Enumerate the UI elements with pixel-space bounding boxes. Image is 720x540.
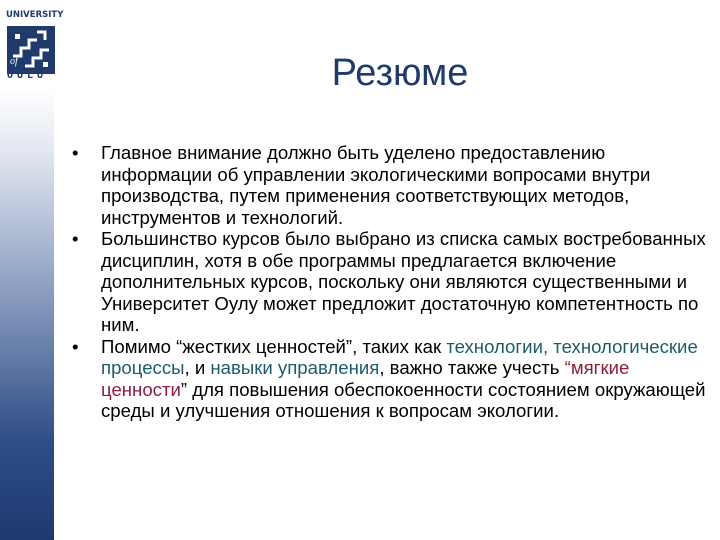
bullet-3-part-5: , важно также учесть [379, 357, 565, 378]
bullet-3-part-1: Помимо “жестких ценностей”, таких как [101, 335, 447, 357]
side-gradient-band [0, 88, 54, 540]
logo-oulu-text: OULU [7, 70, 48, 81]
logo-university-text: UNIVERSITY [6, 10, 64, 20]
highlight-management-skills: навыки управления [210, 357, 380, 378]
bullet-list [72, 142, 712, 422]
bullet-text-1: Главное внимание должно быть уделено предоставлению информации об управлении экологическими вопросами внутри производства, путем применения соответствующих методов, инструментов и технологий. [101, 142, 651, 228]
bullet-text-3 [101, 336, 706, 422]
bullet-item-2 [72, 228, 712, 336]
university-logo [4, 4, 64, 84]
bullet-3-part-3: , и [184, 357, 211, 378]
slide-title: Резюме [331, 52, 469, 94]
bullet-dot: • [72, 228, 79, 249]
bullet-item-1 [72, 142, 712, 228]
logo-of-text: of [10, 56, 18, 67]
highlight-technologies: технологии, технологические процессы [101, 335, 698, 378]
bullet-dot: • [72, 335, 79, 357]
bullet-item-3 [72, 336, 712, 422]
bullet-3-part-7: ” для повышения обеспокоенности состоянием окружающей среды и улучшения отношения к вопросам экологии. [101, 378, 706, 421]
bullet-text-2: Большинство курсов было выбрано из списка самых востребованных дисциплин, хотя в обе программы предлагается включение дополнительных курсов, поскольку они являются существенными и Университет Оулу может предложит достаточную компетентность по ним. [101, 228, 706, 335]
bullet-dot: • [72, 142, 79, 163]
highlight-soft-values: “мягкие ценности [101, 357, 630, 400]
